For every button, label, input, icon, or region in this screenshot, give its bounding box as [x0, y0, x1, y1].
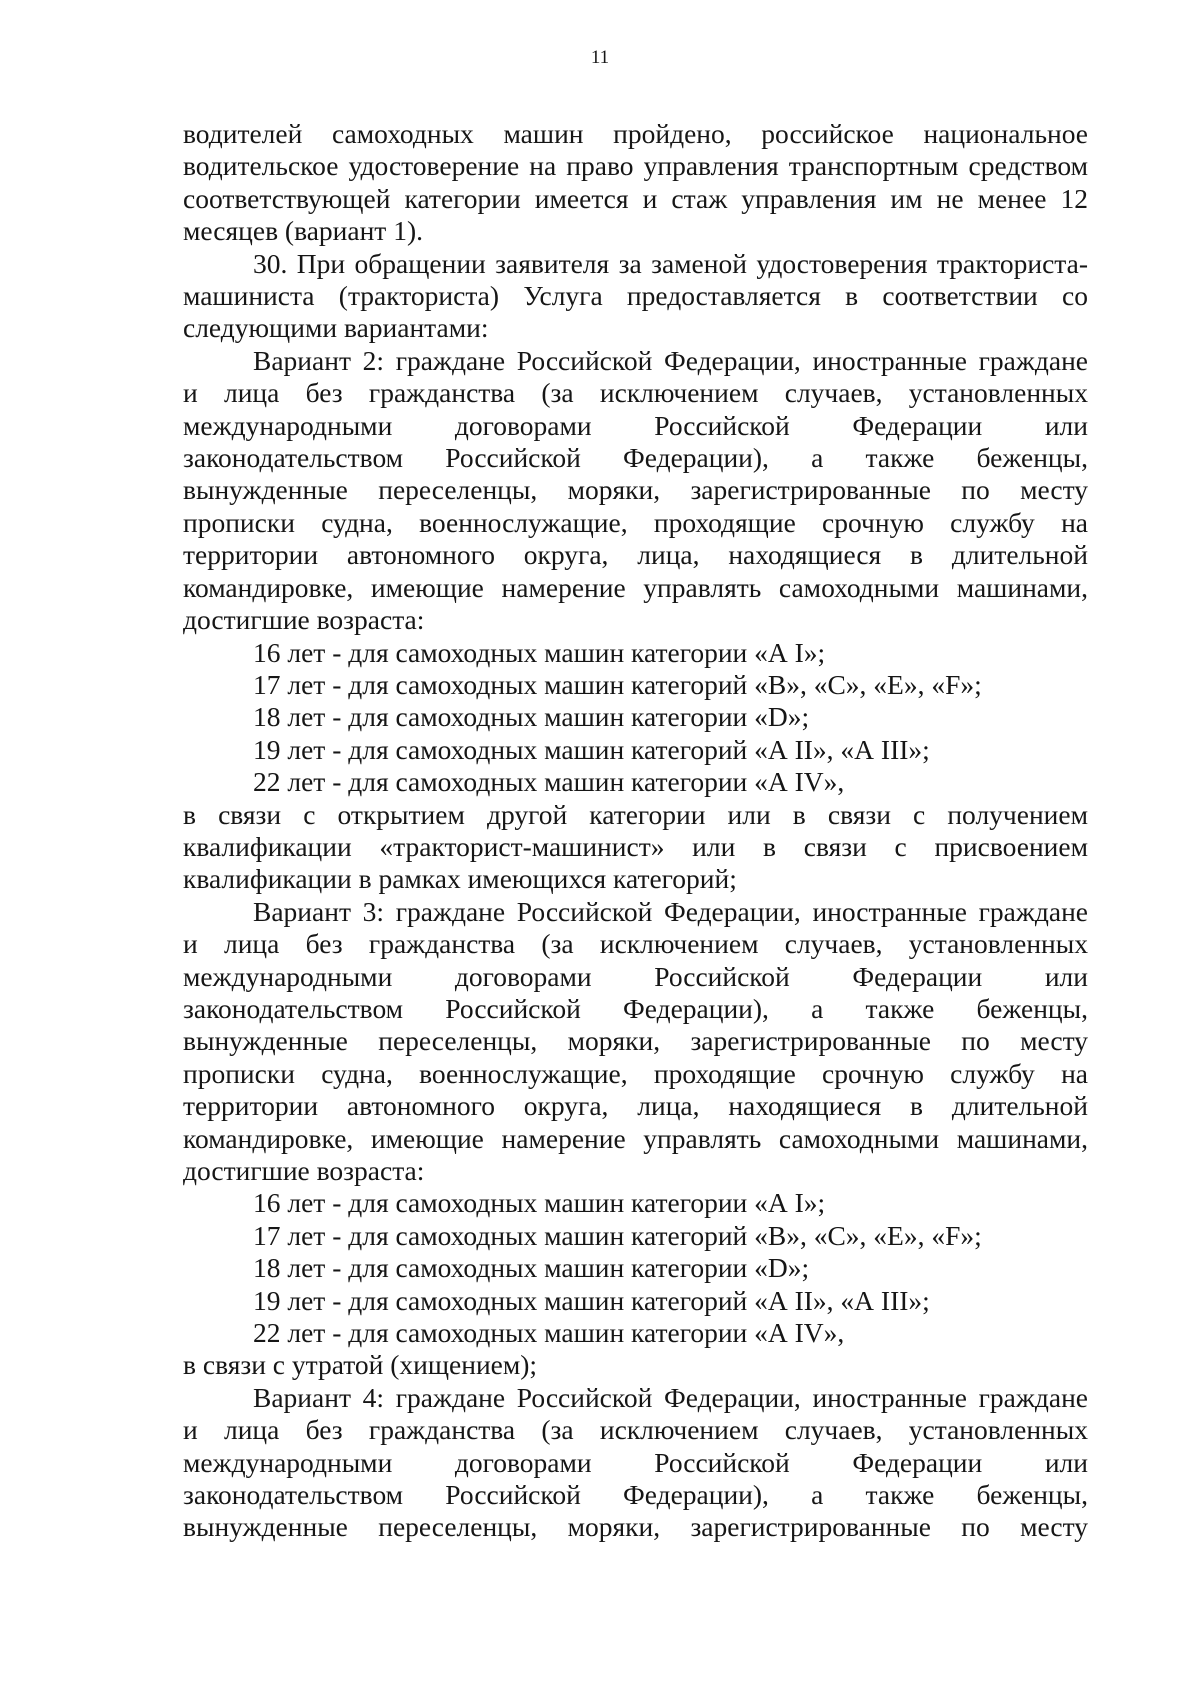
text-line: командировке, имеющие намерение управлять самоходными машинами, — [183, 571, 1088, 603]
text-line: территории автономного округа, лица, находящиеся в длительной — [183, 539, 1088, 571]
text-line: достигшие возраста: — [183, 604, 425, 636]
text-line: машиниста (тракториста) Услуга предоставляется в соответствии со — [183, 280, 1088, 312]
text-line: законодательством Российской Федерации), а также беженцы, — [183, 442, 1088, 474]
text-line: 16 лет - для самоходных машин категории «А I»; — [253, 1187, 826, 1219]
text-line: 17 лет - для самоходных машин категорий «В», «С», «Е», «F»; — [253, 1219, 982, 1251]
text-line: месяцев (вариант 1). — [183, 215, 423, 247]
text-line: следующими вариантами: — [183, 312, 489, 344]
text-line: 19 лет - для самоходных машин категорий «А II», «А III»; — [253, 733, 930, 765]
text-line: Вариант 2: граждане Российской Федерации, иностранные граждане — [253, 344, 1088, 376]
text-line: законодательством Российской Федерации), а также беженцы, — [183, 1479, 1088, 1511]
text-line: и лица без гражданства (за исключением случаев, установленных — [183, 928, 1088, 960]
page-number: 11 — [590, 47, 610, 68]
text-line: в связи с открытием другой категории или в связи с получением — [183, 798, 1088, 830]
text-line: 22 лет - для самоходных машин категории «А IV», — [253, 1317, 845, 1349]
text-line: вынужденные переселенцы, моряки, зарегистрированные по месту — [183, 474, 1088, 506]
text-line: 22 лет - для самоходных машин категории «А IV», — [253, 766, 845, 798]
text-line: квалификации «тракторист-машинист» или в связи с присвоением — [183, 830, 1088, 862]
text-line: вынужденные переселенцы, моряки, зарегистрированные по месту — [183, 1511, 1088, 1543]
text-line: и лица без гражданства (за исключением случаев, установленных — [183, 377, 1088, 409]
text-line: 18 лет - для самоходных машин категории «D»; — [253, 701, 810, 733]
text-line: 16 лет - для самоходных машин категории «А I»; — [253, 636, 826, 668]
text-line: Вариант 3: граждане Российской Федерации, иностранные граждане — [253, 895, 1088, 927]
text-line: командировке, имеющие намерение управлять самоходными машинами, — [183, 1122, 1088, 1154]
text-line: территории автономного округа, лица, находящиеся в длительной — [183, 1090, 1088, 1122]
text-line: 19 лет - для самоходных машин категорий «А II», «А III»; — [253, 1284, 930, 1316]
text-line: достигшие возраста: — [183, 1155, 425, 1186]
text-line: вынужденные переселенцы, моряки, зарегистрированные по месту — [183, 1025, 1088, 1057]
text-line: международными договорами Российской Федерации или — [183, 1446, 1088, 1478]
text-line: 18 лет - для самоходных машин категории «D»; — [253, 1252, 810, 1284]
text-line: международными договорами Российской Федерации или — [183, 409, 1088, 441]
text-line: в связи с утратой (хищением); — [183, 1349, 538, 1381]
text-line: прописки судна, военнослужащие, проходящие срочную службу на — [183, 506, 1088, 538]
text-line: и лица без гражданства (за исключением случаев, установленных — [183, 1414, 1088, 1446]
text-line: прописки судна, военнослужащие, проходящие срочную службу на — [183, 1057, 1088, 1089]
text-line: соответствующей категории имеется и стаж управления им не менее 12 — [183, 182, 1088, 214]
text-line: Вариант 4: граждане Российской Федерации, иностранные граждане — [253, 1381, 1088, 1413]
text-line: законодательством Российской Федерации), а также беженцы, — [183, 992, 1088, 1024]
text-line: 30. При обращении заявителя за заменой удостоверения тракториста- — [253, 247, 1088, 279]
text-line: международными договорами Российской Федерации или — [183, 960, 1088, 992]
text-line: 17 лет - для самоходных машин категорий «В», «С», «Е», «F»; — [253, 668, 982, 700]
document-body — [183, 118, 1088, 1544]
text-line: водителей самоходных машин пройдено, российское национальное — [183, 118, 1088, 149]
text-line: квалификации в рамках имеющихся категорий; — [183, 863, 737, 895]
text-line: водительское удостоверение на право управления транспортным средством — [183, 150, 1088, 182]
